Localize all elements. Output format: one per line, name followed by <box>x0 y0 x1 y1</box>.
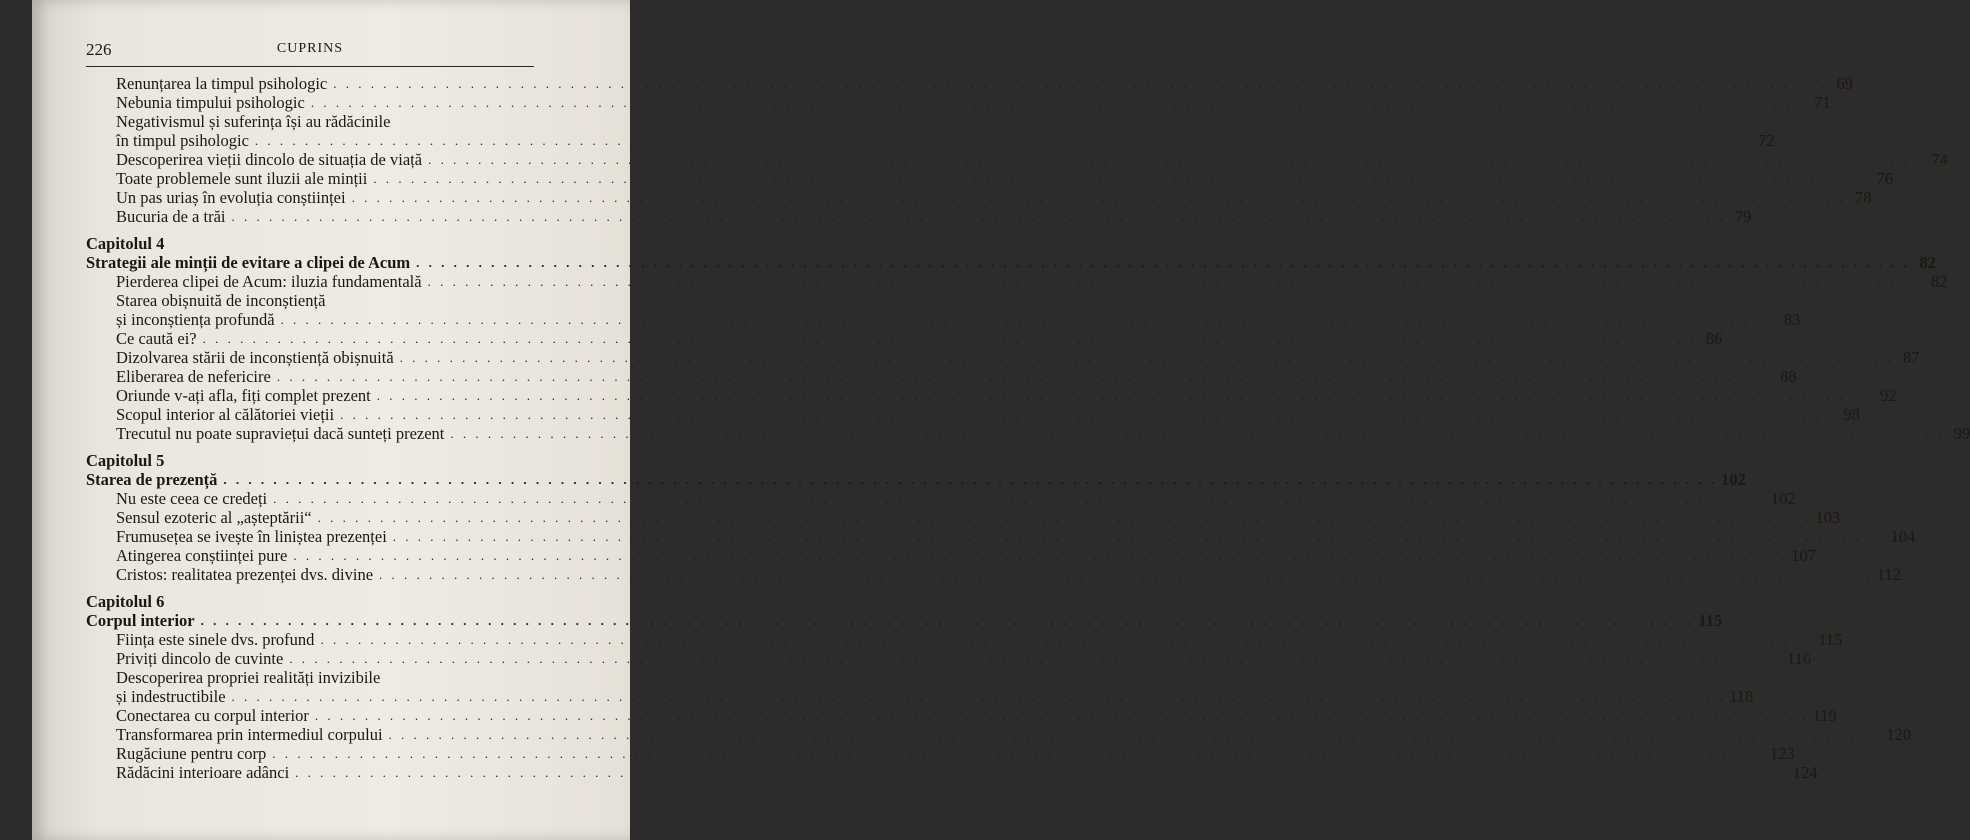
dot-leader: . . . . . . . . . . . . . . . . . . . . . . . . . . . . . . . . . . . . . . . . . . . . . . . . . . . . . . . . . . . . . . . . . . . . . . . . . . . . . . . . . . . . . . . . . . . . . . . . . . . . . . . . . . . . . . . . . . . . . . . . <box>310 95 1805 110</box>
toc-entry-page: 79 <box>1734 207 1752 226</box>
dot-leader: . . . . . . . . . . . . . . . . . . . . . . . . . . . . . . . . . . . . . . . . . . . . . . . . . . . . . . . . . . . . . . . . . . . . . . . . . . . . . . . . . . . . . . . . . . . . . . . . . . . . . . . . . . . . . . . . . . . . . . . . <box>376 388 1871 403</box>
dot-leader: . . . . . . . . . . . . . . . . . . . . . . . . . . . . . . . . . . . . . . . . . . . . . . . . . . . . . . . . . . . . . . . . . . . . . . . . . . . . . . . . . . . . . . . . . . . . . . . . . . . . . . . . . . . . . . . . . . . . . . . . <box>317 510 1812 525</box>
toc-entry <box>86 630 1843 649</box>
toc-entry <box>86 687 1754 706</box>
toc-entry <box>86 744 1795 763</box>
toc-chapter <box>86 592 1912 782</box>
chapter-heading-title: Starea de prezență <box>86 470 218 489</box>
toc-entry <box>86 508 1841 527</box>
toc-entry-page: 92 <box>1879 386 1897 405</box>
toc-entry-page: 123 <box>1770 744 1795 763</box>
toc-entry <box>86 310 1801 329</box>
dot-leader: . . . . . . . . . . . . . . . . . . . . . . . . . . . . . . . . . . . . . . . . . . . . . . . . . . . . . . . . . . . . . . . . . . . . . . . . . . . . . . . . . . . . . . . . . . . . . . . . . . . . . . . . . . . . . . . . . . . . . . . . <box>254 133 1749 148</box>
toc-entry <box>86 706 1837 725</box>
toc-entry-page: 87 <box>1902 348 1920 367</box>
dot-leader: . . . . . . . . . . . . . . . . . . . . . . . . . . . . . . . . . . . . . . . . . . . . . . . . . . . . . . . . . . . . . . . . . . . . . . . . . . . . . . . . . . . . . . . . . . . . . . . . . . . . . . . . . . . . . . . . . . . . . . . . <box>272 746 1767 761</box>
toc-entry-title: Dizolvarea stării de inconștiență obișnuită <box>116 348 394 367</box>
toc-entry-page: 83 <box>1783 310 1801 329</box>
toc-entry-title: Renunțarea la timpul psihologic <box>116 74 328 93</box>
toc-entry-title: Priviți dincolo de cuvinte <box>116 649 284 668</box>
chapter-heading <box>86 611 1723 630</box>
dot-leader: . . . . . . . . . . . . . . . . . . . . . . . . . . . . . . . . . . . . . . . . . . . . . . . . . . . . . . . . . . . . . . . . . . . . . . . . . . . . . . . . . . . . . . . . . . . . . . . . . . . . . . . . . . . . . . . . . . . . . . . . <box>289 651 1784 666</box>
toc-entry-title: Scopul interior al călătoriei vieții <box>116 405 335 424</box>
chapter-label: Capitolul 4 <box>86 234 165 253</box>
table-of-contents <box>86 74 1970 782</box>
dot-leader: . . . . . . . . . . . . . . . . . . . . . . . . . . . . . . . . . . . . . . . . . . . . . . . . . . . . . . . . . . . . . . . . . . . . . . . . . . . . . . . . . . . . . . . . . . . . . . . . . . . . . . . . . . . . . . . . . . . . . . . . <box>379 567 1873 582</box>
toc-entry-continuation: și inconștiența profundă <box>116 310 275 329</box>
dot-leader: . . . . . . . . . . . . . . . . . . . . . . . . . . . . . . . . . . . . . . . . . . . . . . . . . . . . . . . . . . . . . . . . . . . . . . . . . . . . . . . . . . . . . . . . . . . . . . . . . . . . . . . . . . . . . . . . . . . . . . . . <box>399 350 1894 365</box>
toc-entry-title-line <box>86 291 522 310</box>
toc-entry-page: 86 <box>1705 329 1723 348</box>
toc-entry-title: Trecutul nu poate supraviețui dacă sunteți prezent <box>116 424 445 443</box>
chapter-heading <box>86 253 1936 272</box>
toc-entry <box>86 188 1872 207</box>
toc-entry-title: Conectarea cu corpul interior <box>116 706 309 725</box>
toc-entry-title: Ființa este sinele dvs. profund <box>116 630 315 649</box>
toc-entry-title: Bucuria de a trăi <box>116 207 226 226</box>
toc-entry <box>86 763 1818 782</box>
dot-leader: . . . . . . . . . . . . . . . . . . . . . . . . . . . . . . . . . . . . . . . . . . . . . . . . . . . . . . . . . . . . . . . . . . . . . . . . . . . . . . . . . . . . . . . . . . . . . . . . . . . . . . . . . . . . . . . . . . . . . . . . <box>427 274 1922 289</box>
toc-entry-title: Un pas uriaș în evoluția conștiinței <box>116 188 346 207</box>
dot-leader: . . . . . . . . . . . . . . . . . . . . . . . . . . . . . . . . . . . . . . . . . . . . . . . . . . . . . . . . . . . . . . . . . . . . . . . . . . . . . . . . . . . . . . . . . . . . . . . . . . . . . . . . . . . . . . . . . . . . . . . . <box>231 209 1726 224</box>
dot-leader: . . . . . . . . . . . . . . . . . . . . . . . . . . . . . . . . . . . . . . . . . . . . . . . . . . . . . . . . . . . . . . . . . . . . . . . . . . . . . . . . . . . . . . . . . . . . . . . . . . . . . . . . . . . . . . . . . . . . . . . . <box>273 491 1767 506</box>
toc-entry-page: 115 <box>1818 630 1843 649</box>
toc-entry-page: 118 <box>1729 687 1754 706</box>
toc-entry-page: 103 <box>1815 508 1841 527</box>
toc-entry-title: Rugăciune pentru corp <box>116 744 267 763</box>
toc-entry <box>86 329 1723 348</box>
dot-leader: . . . . . . . . . . . . . . . . . . . . . . . . . . . . . . . . . . . . . . . . . . . . . . . . . . . . . . . . . . . . . . . . . . . . . . . . . . . . . . . . . . . . . . . . . . . . . . . . . . . . . . . . . . . . . . . . . . . . . . . . <box>416 255 1910 270</box>
toc-entry <box>86 169 1894 188</box>
dot-leader: . . . . . . . . . . . . . . . . . . . . . . . . . . . . . . . . . . . . . . . . . . . . . . . . . . . . . . . . . . . . . . . . . . . . . . . . . . . . . . . . . . . . . . . . . . . . . . . . . . . . . . . . . . . . . . . . . . . . . . . . <box>314 708 1809 723</box>
toc-entry-continuation: și indestructibile <box>116 687 226 706</box>
dot-leader: . . . . . . . . . . . . . . . . . . . . . . . . . . . . . . . . . . . . . . . . . . . . . . . . . . . . . . . . . . . . . . . . . . . . . . . . . . . . . . . . . . . . . . . . . . . . . . . . . . . . . . . . . . . . . . . . . . . . . . . . <box>450 426 1945 441</box>
toc-entry <box>86 93 1831 112</box>
toc-entry-title: Atingerea conștiinței pure <box>116 546 288 565</box>
toc-entry-title: Nebunia timpului psihologic <box>116 93 305 112</box>
toc-entry-title: Negativismul și suferința își au rădăcinile <box>116 112 391 131</box>
toc-entry <box>86 649 1812 668</box>
toc-entry <box>86 348 1920 367</box>
header-rule <box>86 66 534 67</box>
chapter-heading-page: 82 <box>1919 253 1936 272</box>
toc-entry-page: 69 <box>1836 74 1853 93</box>
page-number: 226 <box>86 40 112 59</box>
chapter-label: Capitolul 6 <box>86 592 165 611</box>
toc-entry-title: Transformarea prin intermediul corpului <box>116 725 383 744</box>
toc-entry <box>86 527 1916 546</box>
dot-leader: . . . . . . . . . . . . . . . . . . . . . . . . . . . . . . . . . . . . . . . . . . . . . . . . . . . . . . . . . . . . . . . . . . . . . . . . . . . . . . . . . . . . . . . . . . . . . . . . . . . . . . . . . . . . . . . . . . . . . . . . <box>280 312 1775 327</box>
toc-entry-title: Eliberarea de nefericire <box>116 367 271 386</box>
toc-chapter <box>86 451 1916 584</box>
dot-leader: . . . . . . . . . . . . . . . . . . . . . . . . . . . . . . . . . . . . . . . . . . . . . . . . . . . . . . . . . . . . . . . . . . . . . . . . . . . . . . . . . . . . . . . . . . . . . . . . . . . . . . . . . . . . . . . . . . . . . . . . <box>392 529 1887 544</box>
toc-entry-page: 102 <box>1770 489 1796 508</box>
toc-entry-title-line <box>86 668 522 687</box>
toc-entry-page: 99 <box>1953 424 1970 443</box>
toc-entry <box>86 489 1796 508</box>
toc-entry <box>86 74 1853 93</box>
dot-leader: . . . . . . . . . . . . . . . . . . . . . . . . . . . . . . . . . . . . . . . . . . . . . . . . . . . . . . . . . . . . . . . . . . . . . . . . . . . . . . . . . . . . . . . . . . . . . . . . . . . . . . . . . . . . . . . . . . . . . . . . <box>428 152 1922 167</box>
toc-chapter <box>86 234 1970 443</box>
chapter-heading-title: Corpul interior <box>86 611 195 630</box>
dot-leader: . . . . . . . . . . . . . . . . . . . . . . . . . . . . . . . . . . . . . . . . . . . . . . . . . . . . . . . . . . . . . . . . . . . . . . . . . . . . . . . . . . . . . . . . . . . . . . . . . . . . . . . . . . . . . . . . . . . . . . . . <box>340 407 1834 422</box>
toc-entry-page: 82 <box>1930 272 1948 291</box>
toc-entry-page: 116 <box>1787 649 1812 668</box>
toc-entry-page: 107 <box>1791 546 1816 565</box>
toc-entry <box>86 424 1970 443</box>
toc-entry-page: 88 <box>1780 367 1797 386</box>
toc-entry-page: 72 <box>1758 131 1775 150</box>
toc-entry-title: Ce caută ei? <box>116 329 197 348</box>
toc-entry-page: 120 <box>1886 725 1912 744</box>
toc-entry-page: 98 <box>1843 405 1860 424</box>
toc-entry <box>86 131 1775 150</box>
chapter-heading <box>86 470 1746 489</box>
toc-entry-title: Descoperirea vieții dincolo de situația de viață <box>116 150 423 169</box>
toc-entry <box>86 405 1860 424</box>
chapter-heading-title: Strategii ale minții de evitare a clipei de Acum <box>86 253 411 272</box>
dot-leader: . . . . . . . . . . . . . . . . . . . . . . . . . . . . . . . . . . . . . . . . . . . . . . . . . . . . . . . . . . . . . . . . . . . . . . . . . . . . . . . . . . . . . . . . . . . . . . . . . . . . . . . . . . . . . . . . . . . . . . . . <box>276 369 1771 384</box>
toc-entry-title: Rădăcini interioare adânci <box>116 763 290 782</box>
toc-entry-title: Frumusețea se ivește în liniștea prezenței <box>116 527 387 546</box>
dot-leader: . . . . . . . . . . . . . . . . . . . . . . . . . . . . . . . . . . . . . . . . . . . . . . . . . . . . . . . . . . . . . . . . . . . . . . . . . . . . . . . . . . . . . . . . . . . . . . . . . . . . . . . . . . . . . . . . . . . . . . . . <box>373 171 1868 186</box>
toc-entry-title: Descoperirea propriei realități invizibile <box>116 668 381 687</box>
toc-entry <box>86 150 1948 169</box>
toc-entry-title: Pierderea clipei de Acum: iluzia fundamentală <box>116 272 422 291</box>
toc-entry-page: 71 <box>1814 93 1831 112</box>
dot-leader: . . . . . . . . . . . . . . . . . . . . . . . . . . . . . . . . . . . . . . . . . . . . . . . . . . . . . . . . . . . . . . . . . . . . . . . . . . . . . . . . . . . . . . . . . . . . . . . . . . . . . . . . . . . . . . . . . . . . . . . . <box>320 632 1815 647</box>
toc-entry <box>86 546 1816 565</box>
toc-entry-continuation: în timpul psihologic <box>116 131 249 150</box>
toc-entry-title: Sensul ezoteric al „așteptării“ <box>116 508 312 527</box>
dot-leader: . . . . . . . . . . . . . . . . . . . . . . . . . . . . . . . . . . . . . . . . . . . . . . . . . . . . . . . . . . . . . . . . . . . . . . . . . . . . . . . . . . . . . . . . . . . . . . . . . . . . . . . . . . . . . . . . . . . . . . . . <box>333 76 1827 91</box>
running-title: CUPRINS <box>276 41 344 56</box>
toc-entry <box>86 565 1901 584</box>
toc-entry <box>86 367 1797 386</box>
toc-entry-page: 104 <box>1890 527 1916 546</box>
toc-entry-page: 119 <box>1812 706 1837 725</box>
toc-entry <box>86 207 1752 226</box>
book-page <box>32 0 1970 840</box>
toc-entry-page: 76 <box>1876 169 1894 188</box>
toc-entry-page: 124 <box>1792 763 1818 782</box>
page-header <box>86 40 534 64</box>
chapter-label: Capitolul 5 <box>86 451 165 470</box>
toc-entry-title: Cristos: realitatea prezenței dvs. divine <box>116 565 374 584</box>
dot-leader: . . . . . . . . . . . . . . . . . . . . . . . . . . . . . . . . . . . . . . . . . . . . . . . . . . . . . . . . . . . . . . . . . . . . . . . . . . . . . . . . . . . . . . . . . . . . . . . . . . . . . . . . . . . . . . . . . . . . . . . . <box>388 727 1883 742</box>
toc-entry-page: 112 <box>1876 565 1901 584</box>
dot-leader: . . . . . . . . . . . . . . . . . . . . . . . . . . . . . . . . . . . . . . . . . . . . . . . . . . . . . . . . . . . . . . . . . . . . . . . . . . . . . . . . . . . . . . . . . . . . . . . . . . . . . . . . . . . . . . . . . . . . . . . . <box>200 613 1695 628</box>
chapter-heading-page: 102 <box>1721 470 1746 489</box>
toc-entry <box>86 725 1912 744</box>
toc-entry-page: 78 <box>1854 188 1872 207</box>
toc-entry-page: 74 <box>1931 150 1948 169</box>
toc-section-continued <box>86 74 1948 226</box>
dot-leader: . . . . . . . . . . . . . . . . . . . . . . . . . . . . . . . . . . . . . . . . . . . . . . . . . . . . . . . . . . . . . . . . . . . . . . . . . . . . . . . . . . . . . . . . . . . . . . . . . . . . . . . . . . . . . . . . . . . . . . . . <box>202 331 1697 346</box>
dot-leader: . . . . . . . . . . . . . . . . . . . . . . . . . . . . . . . . . . . . . . . . . . . . . . . . . . . . . . . . . . . . . . . . . . . . . . . . . . . . . . . . . . . . . . . . . . . . . . . . . . . . . . . . . . . . . . . . . . . . . . . . <box>223 472 1718 487</box>
toc-entry-title: Nu este ceea ce credeți <box>116 489 268 508</box>
dot-leader: . . . . . . . . . . . . . . . . . . . . . . . . . . . . . . . . . . . . . . . . . . . . . . . . . . . . . . . . . . . . . . . . . . . . . . . . . . . . . . . . . . . . . . . . . . . . . . . . . . . . . . . . . . . . . . . . . . . . . . . . <box>231 689 1726 704</box>
toc-entry-title-line <box>86 112 522 131</box>
toc-entry <box>86 386 1897 405</box>
chapter-heading-page: 115 <box>1698 611 1723 630</box>
dot-leader: . . . . . . . . . . . . . . . . . . . . . . . . . . . . . . . . . . . . . . . . . . . . . . . . . . . . . . . . . . . . . . . . . . . . . . . . . . . . . . . . . . . . . . . . . . . . . . . . . . . . . . . . . . . . . . . . . . . . . . . . <box>295 765 1789 780</box>
dot-leader: . . . . . . . . . . . . . . . . . . . . . . . . . . . . . . . . . . . . . . . . . . . . . . . . . . . . . . . . . . . . . . . . . . . . . . . . . . . . . . . . . . . . . . . . . . . . . . . . . . . . . . . . . . . . . . . . . . . . . . . . <box>293 548 1788 563</box>
toc-entry <box>86 272 1948 291</box>
dot-leader: . . . . . . . . . . . . . . . . . . . . . . . . . . . . . . . . . . . . . . . . . . . . . . . . . . . . . . . . . . . . . . . . . . . . . . . . . . . . . . . . . . . . . . . . . . . . . . . . . . . . . . . . . . . . . . . . . . . . . . . . <box>351 190 1846 205</box>
toc-entry-title: Oriunde v-ați afla, fiți complet prezent <box>116 386 371 405</box>
toc-entry-title: Starea obișnuită de inconștiență <box>116 291 326 310</box>
toc-entry-title: Toate problemele sunt iluzii ale minții <box>116 169 368 188</box>
